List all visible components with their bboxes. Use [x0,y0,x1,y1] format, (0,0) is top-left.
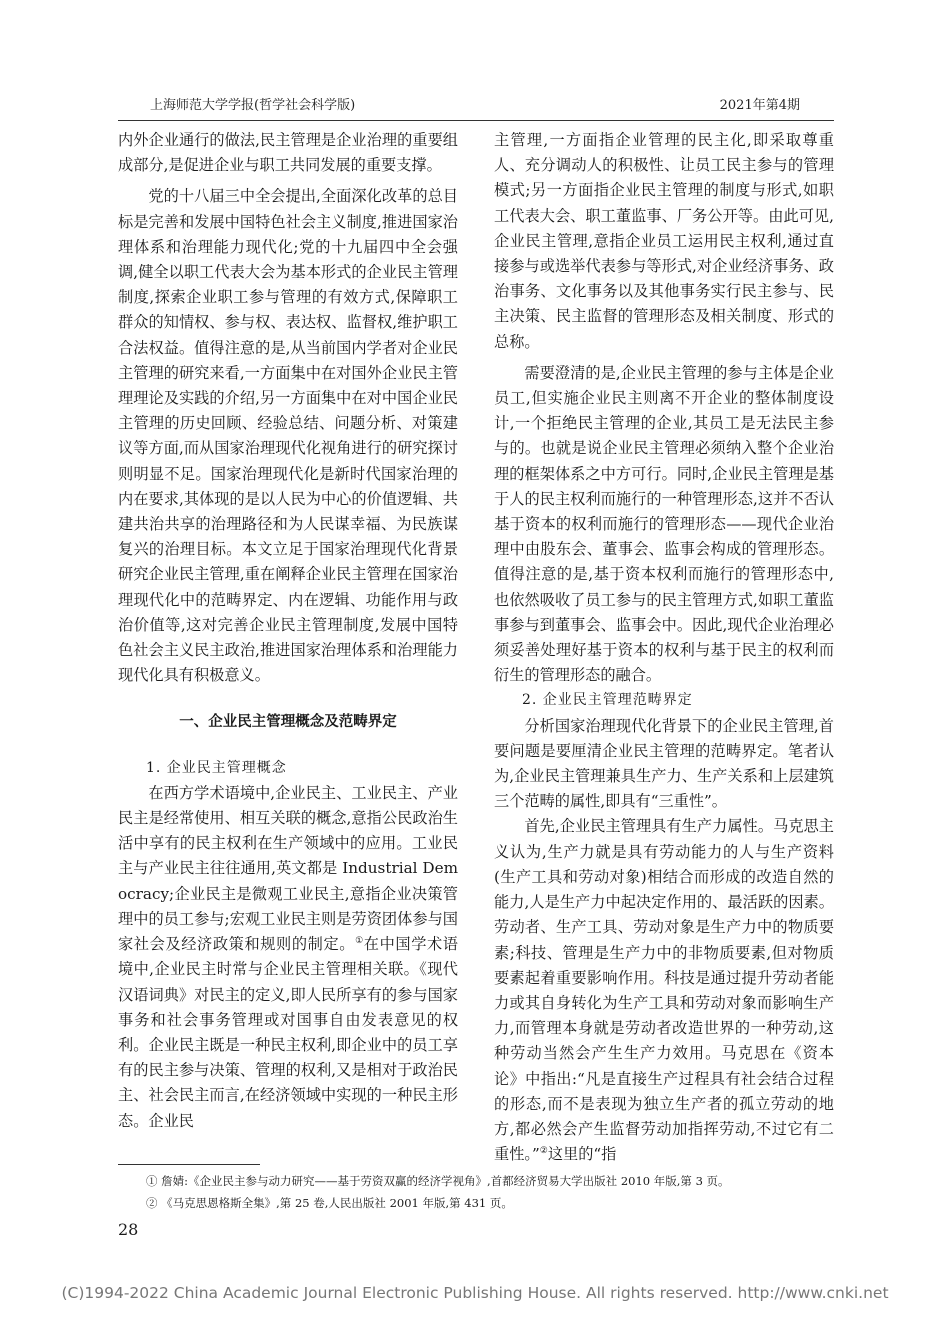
issue-label: 2021年第4期 [719,98,800,113]
paragraph: 党的十八届三中全会提出,全面深化改革的总目标是完善和发展中国特色社会主义制度,推进国家治理体系和治理能力现代化;党的十九届四中全会强调,健全以职工代表大会为基本形式的企业民主管理制度,探索企业职工参与管理的有效方式,保障职工群众的知情权、参与权、表达权、监督权,维护职工合法权益。值得注意的是,从当前国内学者对企业民主管理的研究来看,一方面集中在对国外企业民主管理理论及实践的介绍,另一方面集中在对中国企业民主管理的历史回顾、经验总结、问题分析、对策建议等方面,而从国家治理现代化视角进行的研究探讨则明显不足。国家治理现代化是新时代国家治理的内在要求,其体现的是以人民为中心的价值逻辑、共建共治共享的治理路径和为人民谋幸福、为民族谋复兴的治理目标。本文立足于国家治理现代化背景研究企业民主管理,重在阐释企业民主管理在国家治理现代化中的范畴界定、内在逻辑、功能作用与政治价值等,这对完善企业民主管理制度,发展中国特色社会主义民主政治,推进国家治理体系和治理能力现代化具有积极意义。 [118,187,458,685]
paragraph: 分析国家治理现代化背景下的企业民主管理,首要问题是要厘清企业民主管理的范畴界定。笔者认为,企业民主管理兼具生产力、生产关系和上层建筑三个范畴的属性,即具有“三重性”。 [494,716,834,811]
subsection-title: 2. 企业民主管理范畴界定 [522,692,693,709]
footnote: ② 《马克思恩格斯全集》,第 25 卷,人民出版社 2001 年版,第 431 页。 [146,1196,513,1210]
copyright-line: (C)1994-2022 China Academic Journal Electronic Publishing House. All rights reserved. http://www.cnki.net [61,1284,889,1302]
running-header [150,94,800,114]
paragraph: 内外企业通行的做法,民主管理是企业治理的重要组成部分,是促进企业与职工共同发展的重要支撑。 [118,131,458,175]
paragraph [494,814,834,1167]
right-column [494,128,834,1167]
footnote-marker[interactable]: ② [539,1146,548,1157]
footnotes [146,1170,846,1214]
header-rule [118,120,834,121]
paragraph: 需要澄清的是,企业民主管理的参与主体是企业员工,但实施企业民主则离不开企业的整体制度设计,一个拒绝民主管理的企业,其员工是无法民主参与的。也就是说企业民主管理必须纳入整个企业治理的框架体系之中方可行。同时,企业民主管理是基于人的民主权利而施行的一种管理形态,这并不否认基于资本的权利而施行的管理形态——现代企业治理中由股东会、董事会、监事会构成的管理形态。值得注意的是,基于资本权利而施行的管理形态中,也依然吸收了员工参与的民主管理方式,如职工董监事参与到董事会、监事会中。因此,现代企业治理必须妥善处理好基于资本的权利与基于民主的权利而衍生的管理形态的融合。 [494,363,834,685]
paragraph: 主管理,一方面指企业管理的民主化,即采取尊重人、充分调动人的积极性、让员工民主参与的管理模式;另一方面指企业民主管理的制度与形式,如职工代表大会、职工董监事、厂务公开等。由此可见,企业民主管理,意指企业员工运用民主权利,通过直接参与或选举代表参与等形式,对企业经济事务、政治事务、文化事务以及其他事务实行民主参与、民主决策、民主监督的管理形态及相关制度、形式的总称。 [494,131,834,351]
footnote: ① 詹婧:《企业民主参与动力研究——基于劳资双赢的经济学视角》,首都经济贸易大学出版社 2010 年版,第 3 页。 [146,1174,730,1188]
subsection-title: 1. 企业民主管理概念 [146,759,287,776]
paragraph-text: 这里的“指 [547,1145,617,1164]
footnote-marker[interactable]: ① [355,936,364,947]
journal-name: 上海师范大学学报(哲学社会科学版) [150,98,356,113]
paragraph-text: 首先,企业民主管理具有生产力属性。马克思主义认为,生产力就是具有劳动能力的人与生产资料(生产工具和劳动对象)相结合而形成的改造自然的能力,人是生产力中起决定作用的、最活跃的因素。劳动者、生产工具、劳动对象是生产力中的物质要素;科技、管理是生产力中的非物质要素,但对物质要素起着重要影响作用。科技是通过提升劳动者能力或其自身转化为生产工具和劳动对象而影响生产力,而管理本身就是劳动者改造世界的一种劳动,这种劳动当然会产生生产力效用。马克思在《资本论》中指出:“凡是直接生产过程具有社会结合过程的形态,而不是表现为独立生产者的孤立劳动的地方,都必然会产生监督劳动加指挥劳动,不过它有二重性。” [494,817,834,1164]
left-column [118,128,458,1134]
page-number: 28 [118,1220,139,1239]
paragraph-text: 在中国学术语境中,企业民主时常与企业民主管理相关联。《现代汉语词典》对民主的定义,即人民所享有的参与国家事务和社会事务管理或对国事自由发表意见的权利。企业民主既是一种民主权利,即企业中的员工享有的民主参与决策、管理的权利,又是相对于政治民主、社会民主而言,在经济领域中实现的一种民主形态。企业民 [118,935,458,1130]
section-title: 一、企业民主管理概念及范畴界定 [179,714,397,731]
paragraph [118,781,458,1134]
paragraph-text: 在西方学术语境中,企业民主、工业民主、产业民主是经常使用、相互关联的概念,意指公民政治生活中享有的民主权利在生产领域中的应用。工业民主与产业民主往往通用,英文都是 Industrial Democracy;企业民主是微观工业民主,意指企业决策管理中的员工参与;宏观工业民主则是劳资团体参与国家社会及经济政策和规则的制定。 [118,783,458,954]
footnote-rule [118,1164,260,1165]
